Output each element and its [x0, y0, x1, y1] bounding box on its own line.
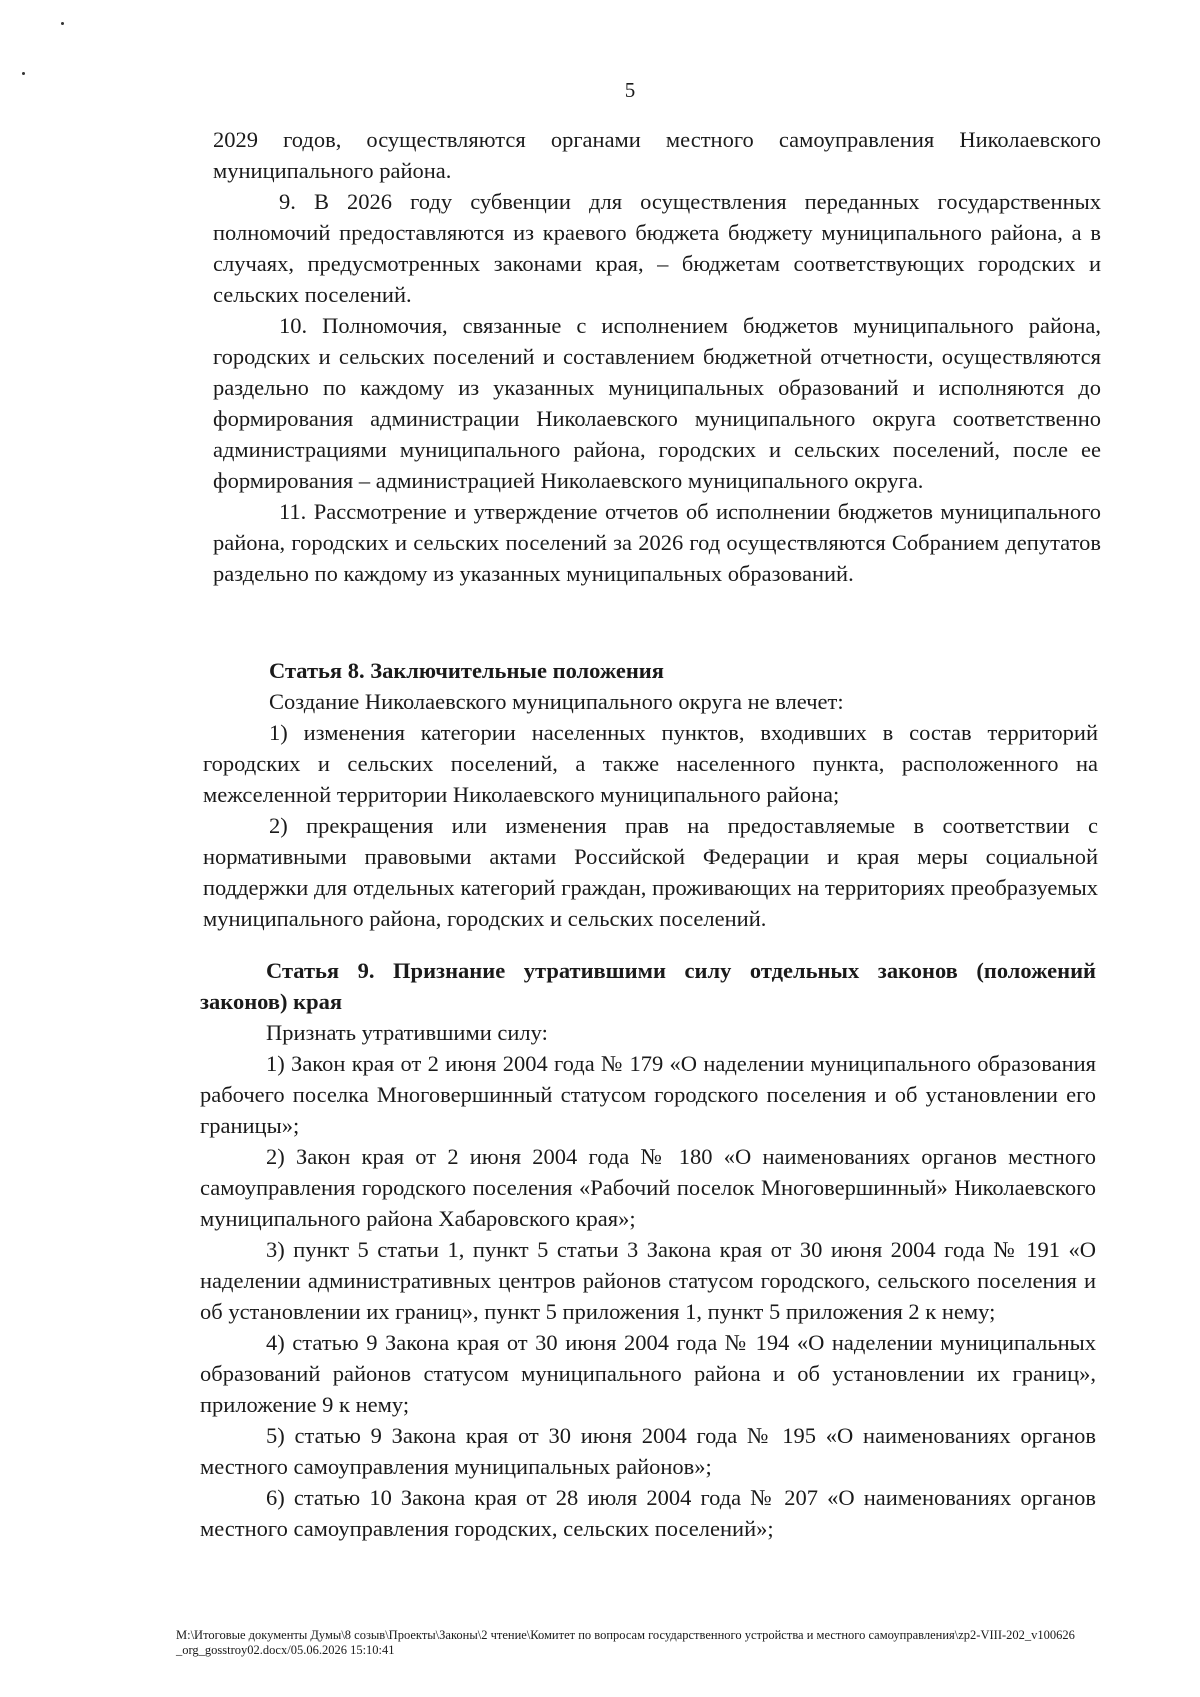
- article-8-item-2: 2) прекращения или изменения прав на предоставляемые в соответствии с нормативными правовыми актами Российской Федерации и края меры социальной поддержки для отдельных категорий граждан, проживающих на территориях преобразуемых муниципального района, городских и сельских поселений.: [203, 813, 1098, 931]
- article-9-item-5: 5) статью 9 Закона края от 30 июня 2004 года № 195 «О наименованиях органов местного самоуправления муниципальных районов»;: [200, 1423, 1096, 1479]
- article-9-item-4: 4) статью 9 Закона края от 30 июня 2004 года № 194 «О наделении муниципальных образований районов статусом муниципального района и об установлении их границ», приложение 9 к нему;: [200, 1330, 1096, 1417]
- article-9-section: [200, 955, 1096, 1544]
- body-section: [213, 124, 1101, 589]
- article-8-section: [203, 655, 1098, 934]
- article-8-intro: Создание Николаевского муниципального округа не влечет:: [269, 689, 844, 714]
- paragraph-9: 9. В 2026 году субвенции для осуществления переданных государственных полномочий предоставляются из краевого бюджета бюджету муниципального района, а в случаях, предусмотренных законами края, – бюджетам соответствующих городских и сельских поселений.: [213, 189, 1101, 307]
- article-9-item-6: 6) статью 10 Закона края от 28 июля 2004 года № 207 «О наименованиях органов местного самоуправления городских, сельских поселений»;: [200, 1485, 1096, 1541]
- article-9-item-2: 2) Закон края от 2 июня 2004 года № 180 «О наименованиях органов местного самоуправления городского поселения «Рабочий поселок Многовершинный» Николаевского муниципального района Хабаровского края»;: [200, 1144, 1096, 1231]
- scan-speck: [61, 22, 64, 25]
- article-8-item-1: 1) изменения категории населенных пунктов, входивших в состав территорий городских и сельских поселений, а также населенного пункта, расположенного на межселенной территории Николаевского муниципального района;: [203, 720, 1098, 807]
- article-8-heading: Статья 8. Заключительные положения: [269, 658, 664, 683]
- article-9-intro: Признать утратившими силу:: [266, 1020, 548, 1045]
- scan-speck: [22, 72, 25, 75]
- article-9-heading: Статья 9. Признание утратившими силу отдельных законов (положений законов) края: [200, 958, 1096, 1014]
- document-file-path: M:\Итоговые документы Думы\8 созыв\Проекты\Законы\2 чтение\Комитет по вопросам государственного устройства и местного самоуправления\zp2-VIII-202_v100626_org_gosstroy02.docx/05.06.2026 15:10:41: [176, 1628, 1075, 1657]
- paragraph-11: 11. Рассмотрение и утверждение отчетов об исполнении бюджетов муниципального района, городских и сельских поселений за 2026 год осуществляются Собранием депутатов раздельно по каждому из указанных муниципальных образований.: [213, 499, 1101, 586]
- page-number: 5: [624, 78, 636, 102]
- article-9-item-3: 3) пункт 5 статьи 1, пункт 5 статьи 3 Закона края от 30 июня 2004 года № 191 «О наделении административных центров районов статусом городского, сельского поселения и об установлении их границ», пункт 5 приложения 1, пункт 5 приложения 2 к нему;: [200, 1237, 1096, 1324]
- article-9-item-1: 1) Закон края от 2 июня 2004 года № 179 «О наделении муниципального образования рабочего поселка Многовершинный статусом городского поселения и об установлении его границы»;: [200, 1051, 1096, 1138]
- paragraph-10: 10. Полномочия, связанные с исполнением бюджетов муниципального района, городских и сельских поселений и составлением бюджетной отчетности, осуществляются раздельно по каждому из указанных муниципальных образований и исполняются до формирования администрации Николаевского муниципального округа соответственно администрациями муниципального района, городских и сельских поселений, после ее формирования – администрацией Николаевского муниципального округа.: [213, 313, 1101, 493]
- paragraph-continuation: 2029 годов, осуществляются органами местного самоуправления Николаевского муниципального района.: [213, 127, 1101, 183]
